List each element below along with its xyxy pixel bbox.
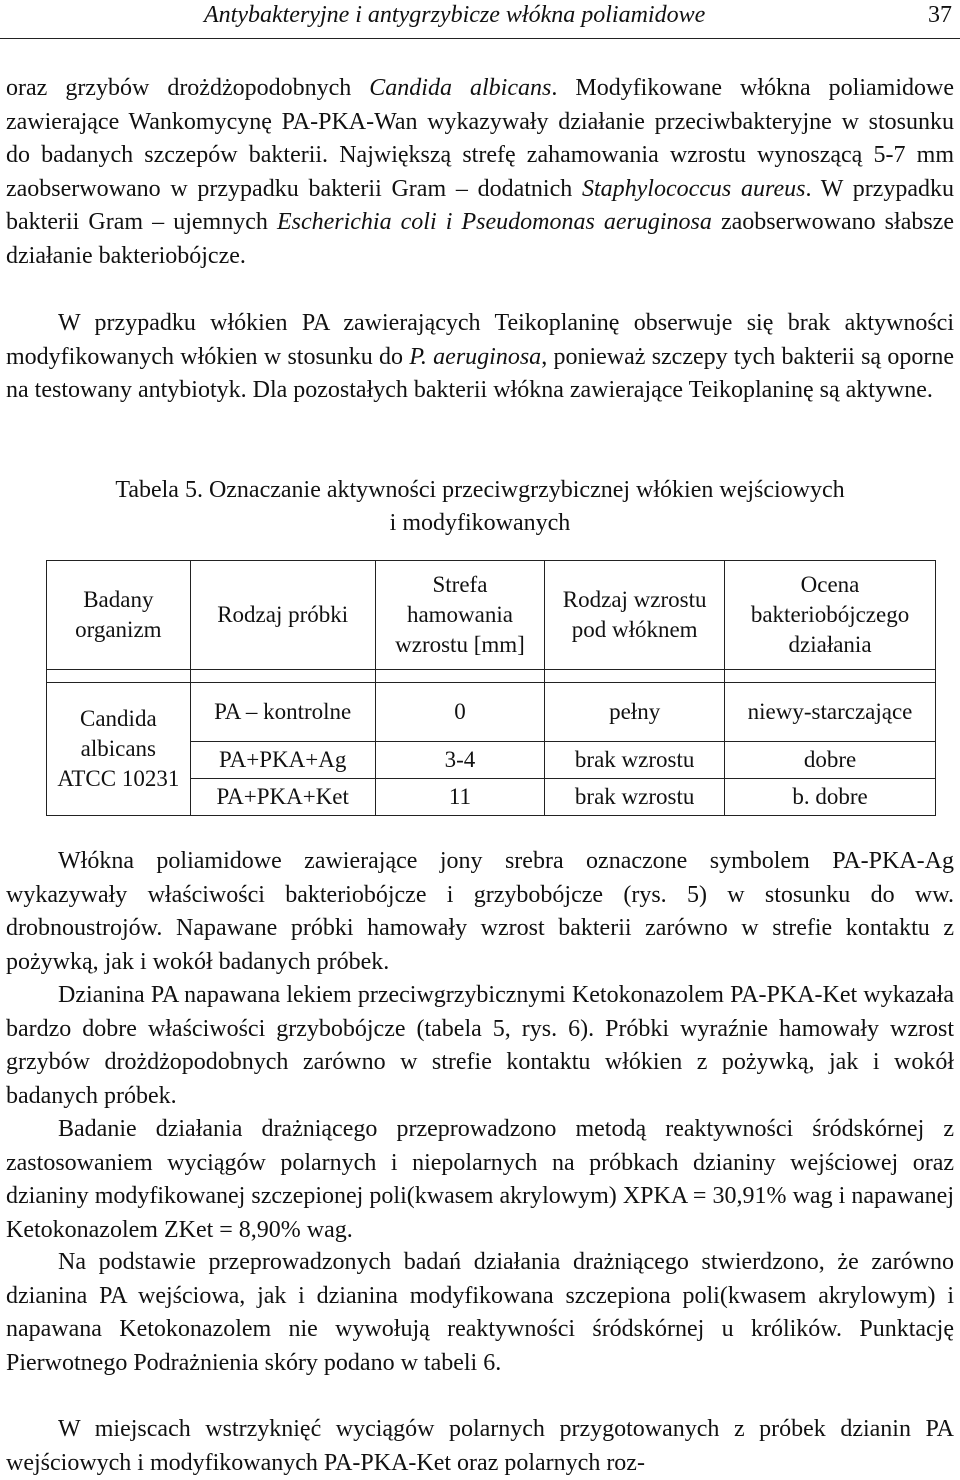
assessment-cell: niewy-starczające: [725, 683, 936, 742]
para1-italic-a: Candida albicans: [369, 75, 552, 101]
para1-text-a: oraz grzybów drożdżopodobnych: [6, 75, 370, 101]
para2-italic-a: P. aeruginosa: [409, 343, 542, 370]
assessment-cell: b. dobre: [725, 779, 936, 816]
growth-cell: brak wzrostu: [545, 742, 725, 779]
paragraph-5: [6, 1113, 954, 1247]
paragraph-1: [6, 72, 954, 273]
para2-text-b: , ponieważ szczepy tych bakterii są oporne na testowany antybiotyk. Dla pozostałych bakterii włókna zawierające Teikoplaninę są aktywne.: [6, 343, 954, 403]
para5-text: Badanie działania drażniącego przeprowadzono metodą reaktywności śródskórnej z zastosowaniem wyciągów polarnych i niepolarnych na próbkach dzianiny wejściowej oraz dzianiny modyfikowanej szczepionej poli(kwasem akrylowym) XPKA = 30,91% wag i napawanej Ketokonazolem ZKet = 8,90% wag.: [6, 1116, 954, 1243]
zone-cell: 0: [375, 683, 545, 742]
page-number: 37: [928, 2, 952, 28]
running-header: [0, 0, 960, 39]
header-organism: Badany organizm: [47, 561, 191, 670]
para1-text-d: zaobserwowano słabsze działanie bakteriobójcze.: [6, 209, 954, 269]
para7-text: W miejscach wstrzyknięć wyciągów polarnych przygotowanych z próbek dzianin PA wejściowych i modyfikowanych PA-PKA-Ket oraz polarnych roz-: [6, 1416, 954, 1476]
table-caption-line-1: Tabela 5. Oznaczanie aktywności przeciwgrzybicznej włókien wejściowych: [115, 477, 845, 503]
table-5: [46, 560, 936, 816]
table-row: [47, 683, 936, 742]
running-title: Antybakteryjne i antygrzybicze włókna poliamidowe: [204, 2, 706, 28]
table-header-row: [47, 561, 936, 670]
paragraph-6: [6, 1246, 954, 1380]
header-sample-type: Rodzaj próbki: [190, 561, 375, 670]
organism-cell: Candida albicans ATCC 10231: [47, 683, 191, 816]
para3-text: Włókna poliamidowe zawierające jony srebra oznaczone symbolem PA-PKA-Ag wykazywały właściwości bakteriobójcze i grzybobójcze (rys. 5) w stosunku do ww. drobnoustrojów. Napawane próbki hamowały wzrost bakterii zarówno w strefie kontaktu z pożywką, jak i wokół badanych próbek.: [6, 848, 954, 975]
para4-text: Dzianina PA napawana lekiem przeciwgrzybicznymi Ketokonazolem PA-PKA-Ket wykazała bardzo dobre właściwości grzybobójcze (tabela 5, rys. 6). Próbki wyraźnie hamowały wzrost grzybów drożdżopodobnych zarówno w strefie kontaktu włókien z pożywką, jak i wokół badanych próbek.: [6, 982, 954, 1109]
growth-cell: brak wzrostu: [545, 779, 725, 816]
table-caption-line-2: i modyfikowanych: [389, 510, 571, 536]
para2-text-a: W przypadku włókien PA zawierających Teikoplaninę obserwuje się brak aktywności modyfikowanych włókien w stosunku do: [6, 310, 954, 370]
para1-text-c: . W przypadku bakterii Gram – ujemnych: [6, 175, 954, 235]
header-growth-type: Rodzaj wzrostu pod włóknem: [545, 561, 725, 670]
para1-italic-c: Escherichia coli i Pseudomonas aeruginosa: [276, 209, 712, 235]
paragraph-4: [6, 979, 954, 1113]
para1-text-b: . Modyfikowane włókna poliamidowe zawierające Wankomycynę PA-PKA-Wan wykazywały działanie przeciwbakteryjne w stosunku do badanych szczepów bakterii. Największą strefę zahamowania wzrostu wynoszącą 5-7 mm zaobserwowano w przypadku bakterii Gram – dodatnich: [6, 75, 954, 202]
paragraph-3: [6, 845, 954, 979]
para6-text: Na podstawie przeprowadzonych badań działania drażniącego stwierdzono, że zarówno dzianina PA wejściowa, jak i dzianina modyfikowana szczepiona poli(kwasem akrylowym) i napawana Ketokonazolem nie wywołują reaktywności śródskórnej u królików. Punktację Pierwotnego Podrażnienia skóry podano w tabeli 6.: [6, 1249, 954, 1376]
paragraph-2: [6, 307, 954, 408]
growth-cell: pełny: [545, 683, 725, 742]
header-assessment: Ocena bakteriobójczego działania: [725, 561, 936, 670]
zone-cell: 3-4: [375, 742, 545, 779]
table-gap-row: [47, 670, 936, 683]
assessment-cell: dobre: [725, 742, 936, 779]
paragraph-7: [6, 1413, 954, 1480]
sample-cell: PA+PKA+Ag: [190, 742, 375, 779]
header-inhibition-zone: Strefa hamowania wzrostu [mm]: [375, 561, 545, 670]
zone-cell: 11: [375, 779, 545, 816]
sample-cell: PA+PKA+Ket: [190, 779, 375, 816]
para1-italic-b: Staphylococcus aureus: [581, 175, 806, 202]
sample-cell: PA – kontrolne: [190, 683, 375, 742]
